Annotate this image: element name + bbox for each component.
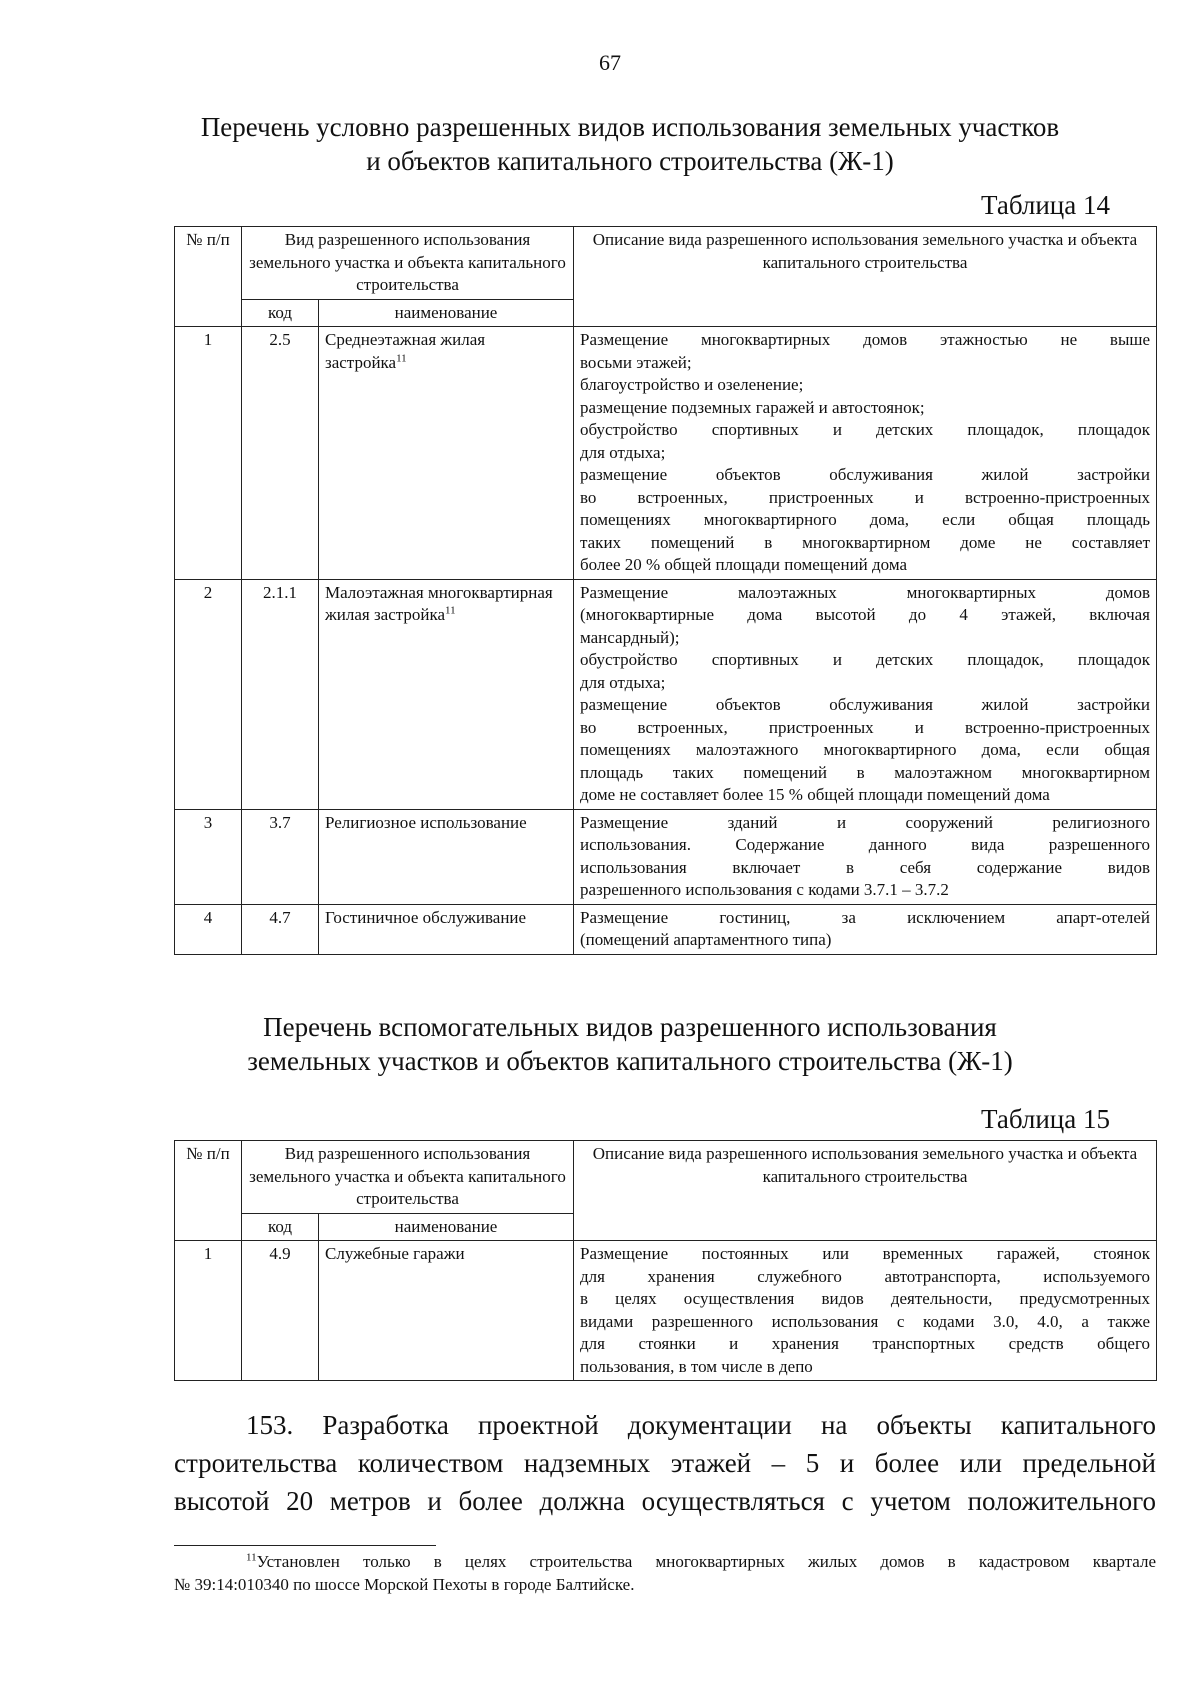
header-code: код xyxy=(242,299,319,327)
footnote-line xyxy=(174,1550,1156,1573)
desc-line: более 20 % общей площади помещений дома xyxy=(580,555,908,574)
desc-line: Размещение малоэтажных многоквартирных домов xyxy=(580,582,1150,602)
paragraph-153 xyxy=(174,1406,1156,1520)
table-row xyxy=(175,579,1157,809)
table-row xyxy=(175,1241,1157,1381)
footnote xyxy=(174,1550,1156,1596)
table-caption: Таблица 15 xyxy=(981,1104,1110,1134)
row-desc xyxy=(574,809,1157,904)
desc-line: восьми этажей; xyxy=(580,352,692,372)
table-row xyxy=(175,327,1157,580)
desc-line: Размещение многоквартирных домов этажностью не выше xyxy=(580,330,1150,349)
header-kind: Вид разрешенного использования земельного участка и объекта капитального строительства xyxy=(242,1141,574,1214)
row-name-text: Малоэтажная многоквартирная жилая застройка xyxy=(325,582,553,624)
desc-line: мансардный); xyxy=(580,627,680,647)
header-code: код xyxy=(242,1213,319,1241)
desc-line: для отдыха; xyxy=(580,442,666,462)
footnote-separator xyxy=(174,1545,436,1546)
desc-line: использования включает в себя содержание видов xyxy=(580,857,1150,877)
desc-line: для отдыха; xyxy=(580,672,666,692)
row-code: 2.5 xyxy=(242,327,319,580)
header-name: наименование xyxy=(319,299,574,327)
desc-line: во встроенных, пристроенных и встроенно-пристроенных xyxy=(580,487,1150,507)
footnote-ref: 11 xyxy=(445,604,456,617)
desc-line: обустройство спортивных и детских площадок, площадок xyxy=(580,650,1150,669)
desc-line: для хранения служебного автотранспорта, используемого xyxy=(580,1266,1150,1286)
desc-line: пользования, в том числе в депо xyxy=(580,1356,813,1376)
row-name: Религиозное использование xyxy=(319,809,574,904)
desc-line: видами разрешенного использования с кодами 3.0, 4.0, а также xyxy=(580,1311,1150,1331)
table-row xyxy=(175,904,1157,954)
row-num: 3 xyxy=(175,809,242,904)
desc-line: Размещение постоянных или временных гаражей, стоянок xyxy=(580,1244,1150,1263)
row-desc xyxy=(574,579,1157,809)
desc-line: размещение объектов обслуживания жилой застройки xyxy=(580,465,1150,484)
heading-line: Перечень вспомогательных видов разрешенного использования xyxy=(263,1012,997,1042)
desc-line: площадь таких помещений в малоэтажном многоквартирном xyxy=(580,762,1150,782)
desc-line: размещение подземных гаражей и автостоянок; xyxy=(580,397,925,417)
row-num: 4 xyxy=(175,904,242,954)
section-heading-conditional xyxy=(190,110,1070,178)
table-caption: Таблица 14 xyxy=(981,190,1110,220)
desc-line: Размещение гостиниц, за исключением апарт-отелей xyxy=(580,907,1150,927)
header-num: № п/п xyxy=(175,1141,242,1241)
desc-line: разрешенного использования с кодами 3.7.1 – 3.7.2 xyxy=(580,880,949,899)
row-num: 1 xyxy=(175,327,242,580)
desc-line: помещениях многоквартирного дома, если общая площадь xyxy=(580,510,1150,529)
section-heading-auxiliary xyxy=(190,1010,1070,1078)
row-num: 2 xyxy=(175,579,242,809)
footnote-line: № 39:14:010340 по шоссе Морской Пехоты в городе Балтийске. xyxy=(174,1575,635,1594)
page-number: 67 xyxy=(599,50,621,75)
row-name xyxy=(319,327,574,580)
desc-line: (многоквартирные дома высотой до 4 этажей, включая xyxy=(580,605,1150,624)
row-desc xyxy=(574,327,1157,580)
header-num: № п/п xyxy=(175,227,242,327)
desc-line: во встроенных, пристроенных и встроенно-пристроенных xyxy=(580,717,1150,737)
paragraph-line: 153. Разработка проектной документации на объекты капитального xyxy=(246,1410,1156,1440)
paragraph-line: строительства количеством надземных этажей – 5 и более или предельной xyxy=(174,1448,1156,1478)
desc-line: размещение объектов обслуживания жилой застройки xyxy=(580,695,1150,714)
desc-line: таких помещений в многоквартирном доме не составляет xyxy=(580,532,1150,552)
row-name: Гостиничное обслуживание xyxy=(319,904,574,954)
desc-line: благоустройство и озеленение; xyxy=(580,375,804,394)
footnote-marker: 11 xyxy=(246,1551,257,1564)
desc-line: в целях осуществления видов деятельности, предусмотренных xyxy=(580,1289,1150,1308)
row-name-text: Среднеэтажная жилая застройка xyxy=(325,330,486,372)
desc-line: Размещение зданий и сооружений религиозного xyxy=(580,812,1150,832)
header-kind: Вид разрешенного использования земельного участка и объекта капитального строительства xyxy=(242,227,574,300)
paragraph-line: высотой 20 метров и более должна осуществляться с учетом положительного xyxy=(174,1486,1156,1516)
header-desc: Описание вида разрешенного использования земельного участка и объекта капитального строительства xyxy=(574,1141,1157,1241)
table-14 xyxy=(174,226,1157,955)
table-15 xyxy=(174,1140,1157,1381)
desc-line: доме не составляет более 15 % общей площади помещений дома xyxy=(580,785,1050,804)
row-name xyxy=(319,579,574,809)
desc-line: обустройство спортивных и детских площадок, площадок xyxy=(580,420,1150,439)
row-num: 1 xyxy=(175,1241,242,1381)
header-name: наименование xyxy=(319,1213,574,1241)
row-code: 2.1.1 xyxy=(242,579,319,809)
row-desc xyxy=(574,904,1157,954)
row-desc xyxy=(574,1241,1157,1381)
footnote-line-text: Установлен только в целях строительства многоквартирных жилых домов в кадастровом квартале xyxy=(256,1552,1156,1571)
row-code: 3.7 xyxy=(242,809,319,904)
row-code: 4.9 xyxy=(242,1241,319,1381)
row-code: 4.7 xyxy=(242,904,319,954)
desc-line: для стоянки и хранения транспортных средств общего xyxy=(580,1334,1150,1353)
footnote-ref: 11 xyxy=(396,351,407,364)
desc-line: помещениях малоэтажного многоквартирного дома, если общая xyxy=(580,740,1150,759)
heading-line: Перечень условно разрешенных видов использования земельных участков xyxy=(200,112,1060,142)
header-desc: Описание вида разрешенного использования земельного участка и объекта капитального строительства xyxy=(574,227,1157,327)
heading-line: и объектов капитального строительства (Ж-1) xyxy=(366,146,894,176)
table-row xyxy=(175,809,1157,904)
row-name: Служебные гаражи xyxy=(319,1241,574,1381)
desc-line: использования. Содержание данного вида разрешенного xyxy=(580,835,1150,854)
desc-line: (помещений апартаментного типа) xyxy=(580,930,832,949)
heading-line: земельных участков и объектов капитального строительства (Ж-1) xyxy=(247,1046,1013,1076)
